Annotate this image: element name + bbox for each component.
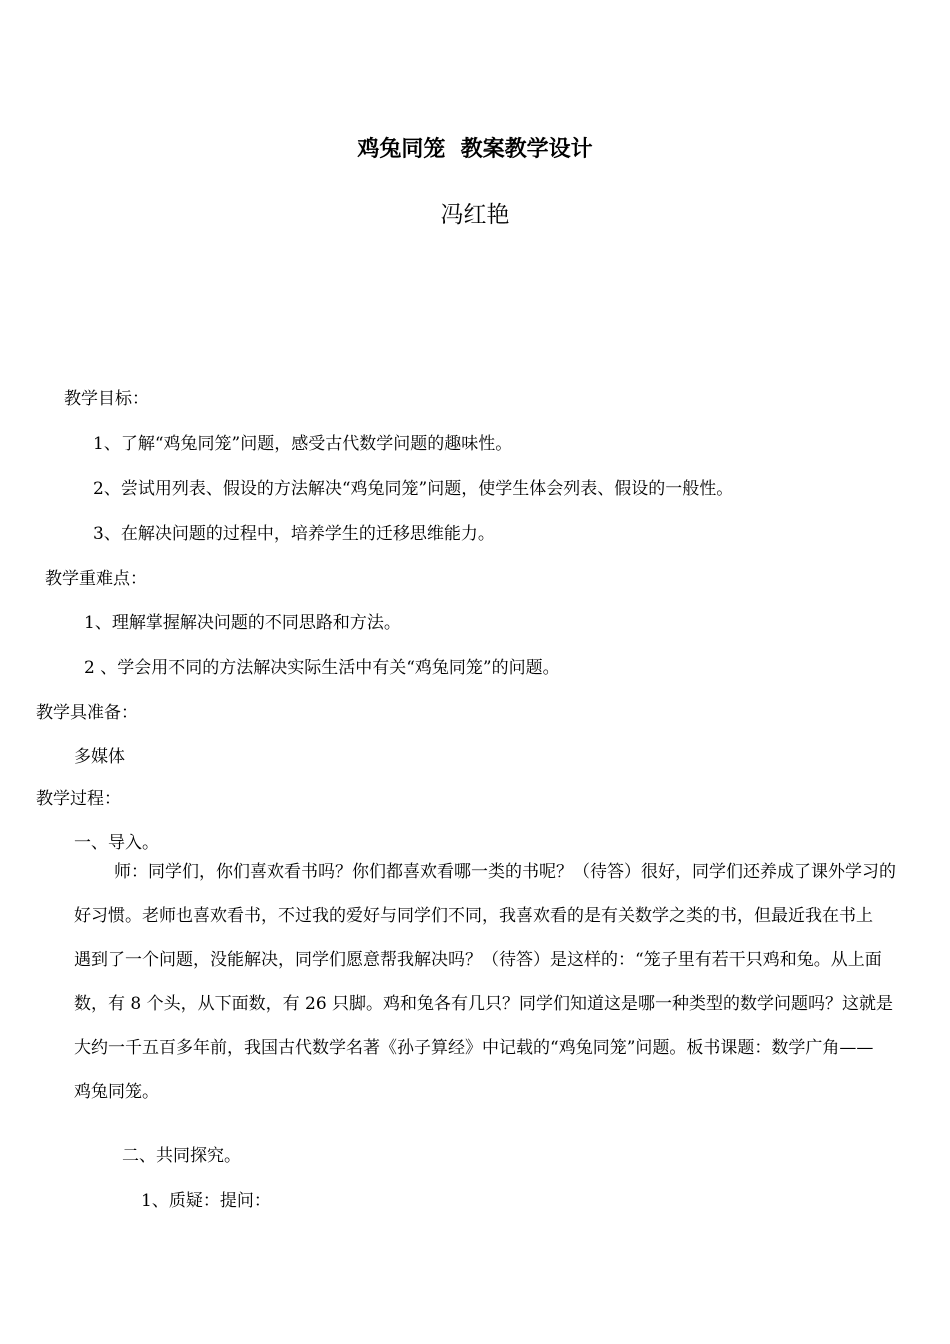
- keypoint-item-1: 1、理解掌握解决问题的不同思路和方法。: [84, 613, 401, 633]
- intro-heading: 一、导入。: [74, 833, 159, 853]
- intro-paragraph-line: 鸡兔同笼。: [74, 1082, 159, 1102]
- document-title: 鸡兔同笼 教案教学设计: [357, 136, 593, 162]
- goal-item-1: 1、了解“鸡兔同笼”问题，感受古代数学问题的趣味性。: [93, 434, 513, 454]
- intro-paragraph-line: 大约一千五百多年前，我国古代数学名著《孙子算经》中记载的“鸡兔同笼”问题。板书课题：数学广角——: [74, 1038, 874, 1058]
- goal-item-2: 2、尝试用列表、假设的方法解决“鸡兔同笼”问题，使学生体会列表、假设的一般性。: [93, 479, 734, 499]
- intro-paragraph-line: 好习惯。老师也喜欢看书，不过我的爱好与同学们不同，我喜欢看的是有关数学之类的书，但最近我在书上: [74, 906, 873, 926]
- process-heading: 教学过程：: [36, 789, 121, 809]
- keypoints-heading: 教学重难点：: [45, 569, 147, 589]
- intro-paragraph-line: 遇到了一个问题，没能解决，同学们愿意帮我解决吗？（待答）是这样的：“笼子里有若干只鸡和兔。从上面: [74, 950, 882, 970]
- intro-paragraph: [74, 856, 950, 1120]
- tools-item: 多媒体: [74, 747, 125, 767]
- goals-heading: 教学目标：: [64, 389, 149, 409]
- intro-paragraph-line: 师：同学们，你们喜欢看书吗？你们都喜欢看哪一类的书呢？（待答）很好，同学们还养成了课外学习的: [114, 862, 896, 882]
- intro-paragraph-line: 数，有 8 个头，从下面数，有 26 只脚。鸡和兔各有几只？同学们知道这是哪一种类型的数学问题吗？这就是: [74, 994, 894, 1014]
- goal-item-3: 3、在解决问题的过程中，培养学生的迁移思维能力。: [93, 524, 495, 544]
- keypoint-item-2: 2 、学会用不同的方法解决实际生活中有关“鸡兔同笼”的问题。: [84, 658, 560, 678]
- explore-heading: 二、共同探究。: [122, 1146, 241, 1166]
- document-author: 冯红艳: [440, 202, 510, 228]
- tools-heading: 教学具准备：: [36, 703, 138, 723]
- explore-item-1: 1、质疑：提问：: [141, 1191, 271, 1211]
